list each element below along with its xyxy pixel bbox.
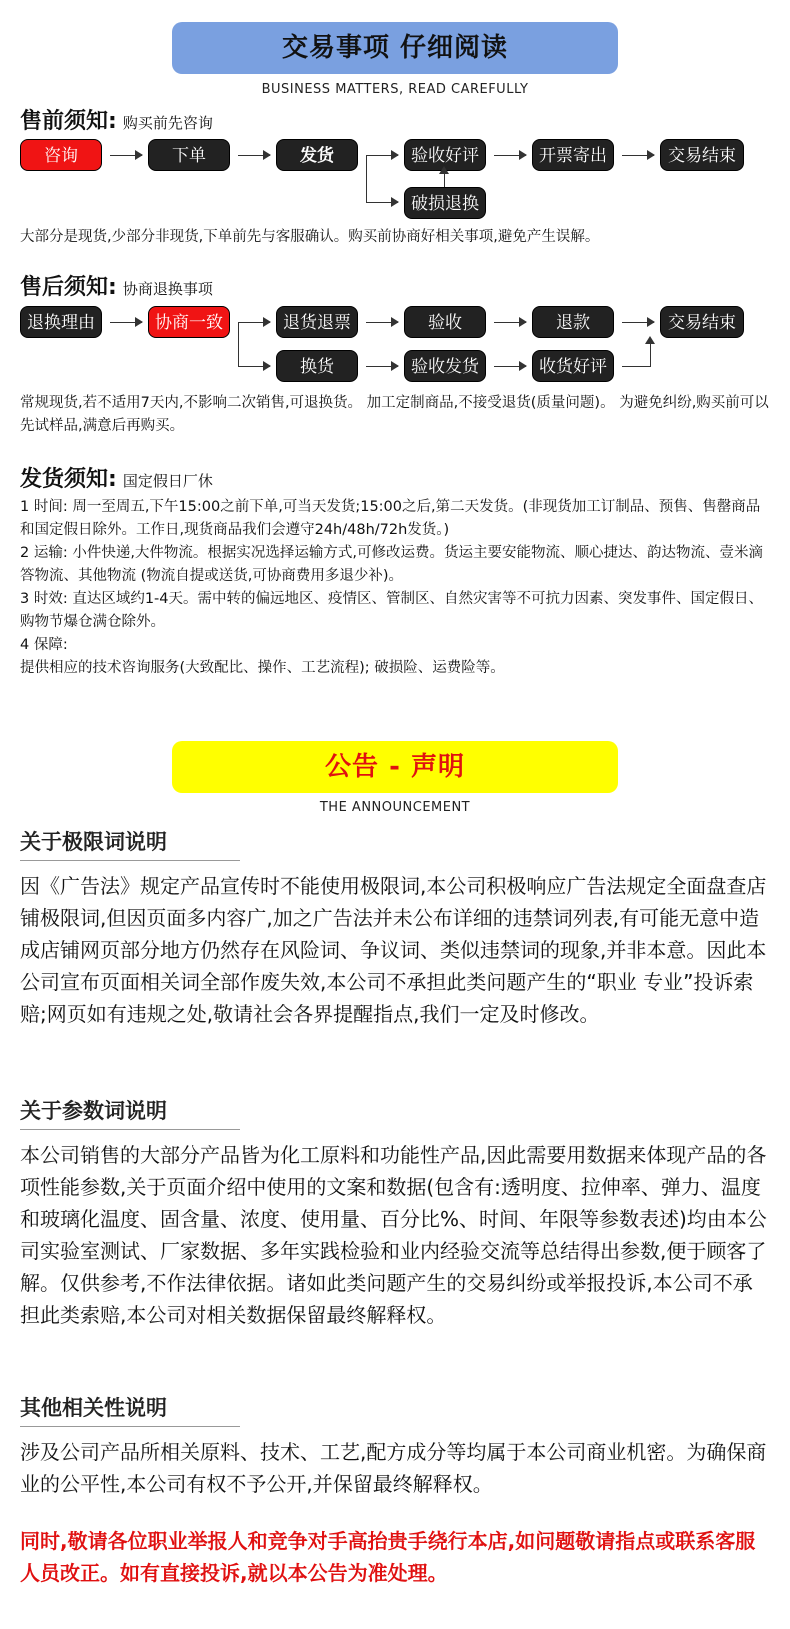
header-banner: [172, 22, 618, 74]
shipping-item-time: 1 时间: 周一至周五,下午15:00之前下单,可当天发货;15:00之后,第二天发货。(非现货加工订制品、预售、售罄商品和国定假日除外。工作日,现货商品我们会遵守24h/48h/72h发货。): [20, 499, 761, 538]
announcement-banner: [172, 741, 618, 793]
branch-line: [366, 155, 367, 203]
pre-step-invoice: 开票寄出: [532, 139, 614, 171]
announcement-subtitle: THE ANNOUNCEMENT: [319, 800, 471, 815]
pre-step-finish: 交易结束: [660, 139, 744, 171]
shipping-subtitle: 国定假日厂休: [122, 472, 213, 490]
arrow-right-icon: [622, 322, 654, 323]
after-branch-inspect-ship: 验收发货: [404, 350, 486, 382]
ann-body-other: 涉及公司产品所相关原料、技术、工艺,配方成分等均属于本公司商业机密。为确保商业的公平性,本公司有权不予公开,并保留最终解释权。: [20, 1440, 767, 1496]
arrow-right-icon: [110, 155, 142, 156]
pre-step-ship: 发货: [276, 139, 358, 171]
arrow-up-icon: [444, 172, 445, 187]
pre-sale-note: 大部分是现货,少部分非现货,下单前先与客服确认。购买前协商好相关事项,避免产生误解。: [20, 229, 600, 245]
after-sale-subtitle: 协商退换事项: [122, 280, 213, 298]
after-step-finish: 交易结束: [660, 306, 744, 338]
arrow-right-icon: [494, 155, 526, 156]
after-sale-note: 常规现货,若不适用7天内,不影响二次销售,可退换货。 加工定制商品,不接受退货(质量问题)。 为避免纠纷,购买前可以先试样品,满意后再购买。: [20, 395, 769, 434]
pre-sale-heading: [20, 104, 213, 135]
pre-branch-damage: 破损退换: [404, 187, 486, 219]
connector-line: [622, 366, 650, 367]
pre-sale-title: 售前须知:: [20, 109, 117, 134]
after-sale-title: 售后须知:: [20, 275, 117, 300]
after-sale-heading: [20, 270, 213, 301]
ann-heading-parameters: 关于参数词说明: [20, 1099, 167, 1123]
header-subtitle: BUSINESS MATTERS, READ CAREFULLY: [261, 82, 529, 97]
arrow-right-icon: [238, 322, 270, 323]
shipping-heading: [20, 462, 213, 493]
arrow-right-icon: [494, 366, 526, 367]
pre-step-inspect: 验收好评: [404, 139, 486, 171]
arrow-right-icon: [622, 155, 654, 156]
branch-line: [238, 322, 239, 367]
shipping-item-transport: 2 运输: 小件快递,大件物流。根据实况选择运输方式,可修改运费。货运主要安能物流、顺心捷达、韵达物流、壹米滴答物流、其他物流 (物流自提或送货,可协商费用多退少补)。: [20, 545, 764, 584]
pre-step-consult: 咨询: [20, 139, 102, 171]
shipping-list: [20, 496, 770, 680]
arrow-right-icon: [366, 366, 398, 367]
after-step-return: 退货退票: [276, 306, 358, 338]
ann-heading-extreme-words: 关于极限词说明: [20, 830, 167, 854]
divider: [20, 1129, 240, 1130]
ann-body-parameters: 本公司销售的大部分产品皆为化工原料和功能性产品,因此需要用数据来体现产品的各项性能参数,关于页面介绍中使用的文案和数据(包含有:透明度、拉伸率、弹力、温度和玻璃化温度、固含量、浓度、使用量、百分比%、时间、年限等参数表述)均由本公司实验室测试、厂家数据、多年实践检验和业内经验交流等总结得出参数,便于顾客了解。仅供参考,不作法律依据。诸如此类问题产生的交易纠纷或举报投诉,本公司不承担此类索赔,本公司对相关数据保留最终解释权。: [20, 1143, 767, 1327]
pre-sale-subtitle: 购买前先咨询: [122, 114, 213, 132]
shipping-item-guarantee: 4 保障:: [20, 637, 68, 653]
ann-body-extreme-words: 因《广告法》规定产品宣传时不能使用极限词,本公司积极响应广告法规定全面盘查店铺极限词,但因页面多内容广,加之广告法并未公布详细的违禁词列表,有可能无意中造成店铺网页部分地方仍然存在风险词、争议词、类似违禁词的现象,并非本意。因此本公司宣布页面相关词全部作废失效,本公司不承担此类问题产生的“职业 专业”投诉索赔;网页如有违规之处,敬请社会各界提醒指点,我们一定及时修改。: [20, 874, 767, 1026]
after-step-reason: 退换理由: [20, 306, 102, 338]
shipping-item-duration: 3 时效: 直达区域约1-4天。需中转的偏远地区、疫情区、管制区、自然灾害等不可抗力因素、突发事件、国定假日、购物节爆仓满仓除外。: [20, 591, 764, 630]
after-step-inspect: 验收: [404, 306, 486, 338]
after-branch-exchange: 换货: [276, 350, 358, 382]
final-warning-note: 同时,敬请各位职业举报人和竞争对手高抬贵手绕行本店,如问题敬请指点或联系客服人员改正。如有直接投诉,就以本公告为准处理。: [20, 1529, 756, 1585]
arrow-right-icon: [366, 322, 398, 323]
arrow-right-icon: [110, 322, 142, 323]
arrow-up-icon: [650, 342, 651, 367]
after-step-agree: 协商一致: [148, 306, 230, 338]
arrow-right-icon: [366, 202, 398, 203]
after-branch-receive: 收货好评: [532, 350, 614, 382]
after-step-refund: 退款: [532, 306, 614, 338]
shipping-item-guarantee-detail: 提供相应的技术咨询服务(大致配比、操作、工艺流程); 破损险、运费险等。: [20, 660, 505, 676]
arrow-right-icon: [238, 155, 270, 156]
announcement-title: 公告 - 声明: [325, 752, 465, 782]
divider: [20, 860, 240, 861]
arrow-right-icon: [238, 366, 270, 367]
arrow-right-icon: [494, 322, 526, 323]
ann-heading-other: 其他相关性说明: [20, 1396, 167, 1420]
divider: [20, 1426, 240, 1427]
arrow-right-icon: [366, 155, 398, 156]
shipping-title: 发货须知:: [20, 467, 117, 492]
header-title: 交易事项 仔细阅读: [281, 33, 509, 63]
pre-step-order: 下单: [148, 139, 230, 171]
